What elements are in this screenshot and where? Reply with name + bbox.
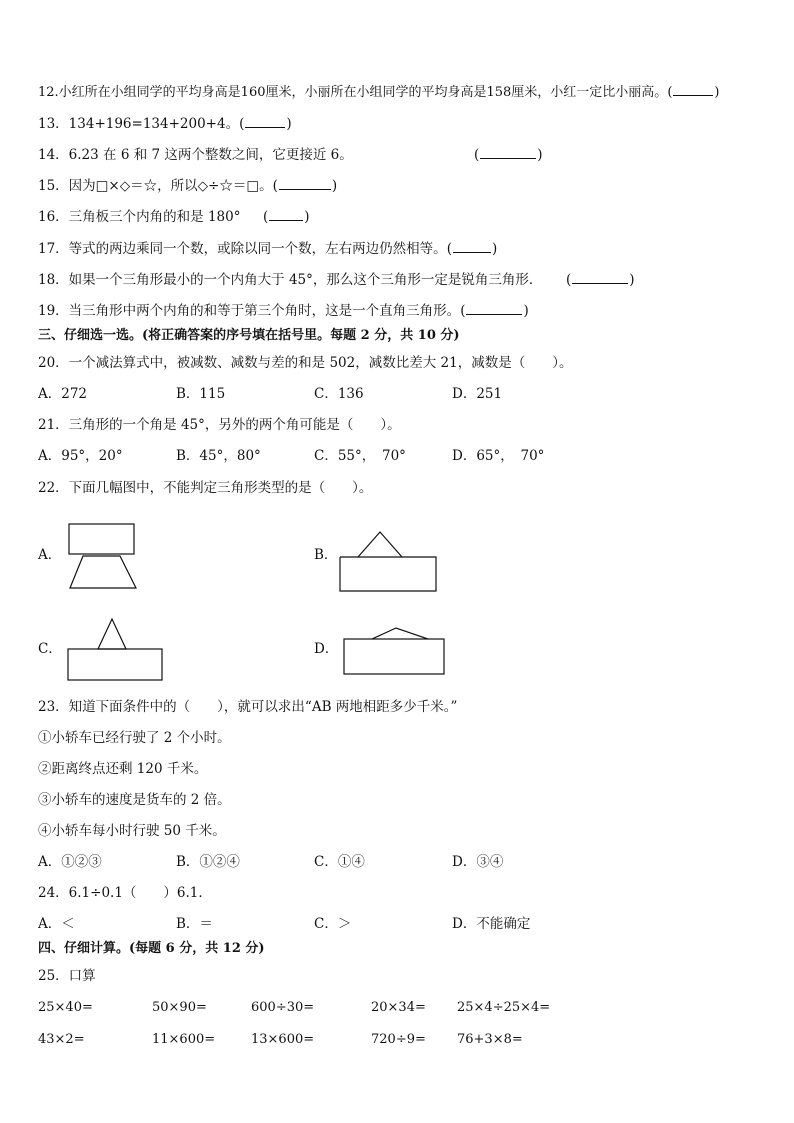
question-text: 12.小红所在小组同学的平均身高是160厘米，小丽所在小组同学的平均身高是158厘米，小红一定比小丽高。 <box>38 85 668 100</box>
paren: ) <box>286 116 292 132</box>
calc-item: 25×4÷25×4= <box>457 1000 551 1015</box>
q22-label-a[interactable]: A． <box>38 547 62 563</box>
question-text: 13．134+196=134+200+4。 <box>38 116 240 132</box>
question-18-answer <box>566 271 635 289</box>
paren: ( <box>239 116 245 132</box>
q22-label-d[interactable]: D． <box>314 641 339 657</box>
paren: ( <box>460 303 466 319</box>
question-text: 19．当三角形中两个内角的和等于第三个角时，这是一个直角三角形。 <box>38 303 461 319</box>
q20-option-b[interactable]: B．115 <box>176 386 226 402</box>
paren: ) <box>629 272 635 288</box>
q24-option-c[interactable]: C．＞ <box>314 916 352 932</box>
q24-option-b[interactable]: B．＝ <box>176 916 213 932</box>
q22-figure-a[interactable] <box>66 522 138 590</box>
question-16-answer <box>263 208 310 226</box>
question-18 <box>38 271 542 289</box>
calc-item: 50×90= <box>152 1000 207 1015</box>
q23-condition-1: ①小轿车已经行驶了 2 个小时。 <box>38 730 231 746</box>
calc-item: 11×600= <box>152 1032 216 1047</box>
answer-blank[interactable] <box>269 208 303 221</box>
question-text: 14．6.23 在 6 和 7 这两个整数之间，它更接近 6。 <box>38 147 353 163</box>
paren: ( <box>446 241 452 257</box>
answer-blank[interactable] <box>572 271 628 284</box>
answer-blank[interactable] <box>279 177 331 190</box>
question-text: 16．三角板三个内角的和是 180° <box>38 209 241 225</box>
paren: ) <box>537 147 543 163</box>
q23-option-b[interactable]: B．①②④ <box>176 854 240 870</box>
paren: ( <box>272 178 278 194</box>
question-17 <box>38 240 497 258</box>
answer-blank[interactable] <box>480 146 536 159</box>
q23-condition-2: ②距离终点还剩 120 千米。 <box>38 761 208 777</box>
q24-option-d[interactable]: D．不能确定 <box>452 916 531 932</box>
question-24: 24．6.1÷0.1（ ）6.1． <box>38 885 212 901</box>
paren: ) <box>491 241 498 257</box>
paren: ( <box>263 209 269 225</box>
section-heading-3: 三、仔细选一选。(将正确答案的序号填在括号里。每题 2 分，共 10 分) <box>38 328 460 343</box>
q21-option-d[interactable]: D．65°， 70° <box>452 448 545 464</box>
q22-figure-d[interactable] <box>342 625 446 677</box>
question-13 <box>38 115 292 133</box>
question-22: 22．下面几幅图中，不能判定三角形类型的是（ ）。 <box>38 480 373 496</box>
question-20: 20．一个减法算式中，被减数、减数与差的和是 502，减数比差大 21，减数是（ ）。 <box>38 355 573 371</box>
calc-item: 720÷9= <box>371 1032 426 1047</box>
calc-item: 25×40= <box>38 1000 93 1015</box>
q22-figure-b[interactable] <box>338 525 438 593</box>
q21-option-b[interactable]: B．45°，80° <box>176 448 261 464</box>
calc-item: 600÷30= <box>251 1000 315 1015</box>
answer-blank[interactable] <box>466 302 522 315</box>
paren: ) <box>331 178 338 194</box>
q23-option-d[interactable]: D．③④ <box>452 854 504 870</box>
q21-option-c[interactable]: C．55°， 70° <box>314 448 406 464</box>
question-25: 25．口算 <box>38 968 96 984</box>
section-heading-4: 四、仔细计算。(每题 6 分，共 12 分) <box>38 941 265 956</box>
q23-condition-4: ④小轿车每小时行驶 50 千米。 <box>38 823 226 839</box>
question-23: 23．知道下面条件中的（ ），就可以求出“AB 两地相距多少千米。” <box>38 699 458 715</box>
answer-blank[interactable] <box>453 240 491 253</box>
paren: ( <box>474 147 480 163</box>
q23-condition-3: ③小轿车的速度是货车的 2 倍。 <box>38 792 231 808</box>
q21-option-a[interactable]: A．95°，20° <box>38 448 123 464</box>
question-text: 17．等式的两边乘同一个数，或除以同一个数，左右两边仍然相等。 <box>38 241 447 257</box>
question-21: 21．三角形的一个角是 45°，另外的两个角可能是（ ）。 <box>38 417 401 433</box>
calc-item: 20×34= <box>371 1000 426 1015</box>
calc-item: 76+3×8= <box>457 1032 523 1047</box>
q22-figure-c[interactable] <box>66 615 164 681</box>
question-14-answer <box>474 146 543 164</box>
question-12 <box>38 83 719 102</box>
calc-item: 13×600= <box>251 1032 315 1047</box>
paren: ( <box>566 272 572 288</box>
question-text: 15．因为□×◇＝☆，所以◇÷☆＝□。 <box>38 178 273 194</box>
question-19 <box>38 302 529 320</box>
q22-label-b[interactable]: B． <box>314 547 338 563</box>
q20-option-a[interactable]: A．272 <box>38 386 88 402</box>
q24-option-a[interactable]: A．＜ <box>38 916 75 932</box>
question-14 <box>38 146 353 164</box>
answer-blank[interactable] <box>673 83 713 96</box>
paren: ( <box>667 85 673 100</box>
calc-item: 43×2= <box>38 1032 85 1047</box>
question-16 <box>38 208 241 226</box>
q23-option-a[interactable]: A．①②③ <box>38 854 102 870</box>
q23-option-c[interactable]: C．①④ <box>314 854 365 870</box>
q20-option-c[interactable]: C．136 <box>314 386 364 402</box>
question-15 <box>38 177 337 195</box>
question-text: 18．如果一个三角形最小的一个内角大于 45°，那么这个三角形一定是锐角三角形． <box>38 272 543 288</box>
q20-option-d[interactable]: D．251 <box>452 386 503 402</box>
q22-label-c[interactable]: C． <box>38 641 62 657</box>
paren: ) <box>304 209 310 225</box>
paren: ) <box>714 85 720 100</box>
answer-blank[interactable] <box>245 115 285 128</box>
paren: ) <box>523 303 529 319</box>
